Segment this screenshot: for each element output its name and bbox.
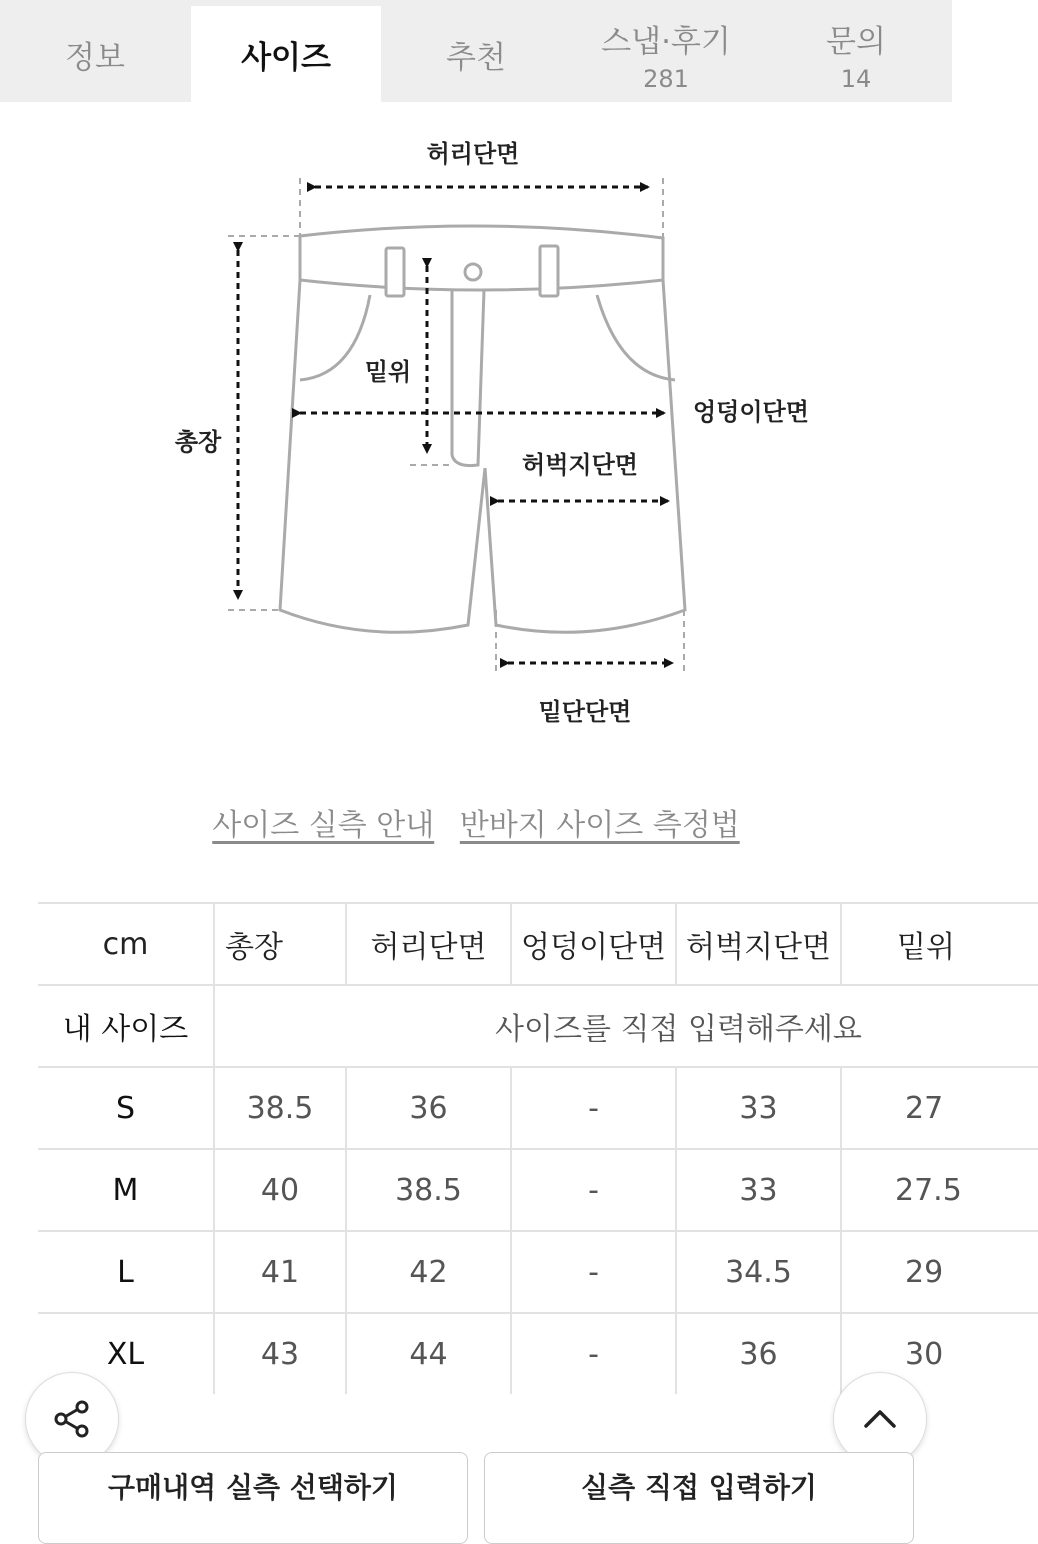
tab-bar	[0, 0, 952, 102]
tab-size[interactable]	[191, 6, 381, 102]
size-label: M	[38, 1149, 214, 1231]
size-label: XL	[38, 1313, 214, 1394]
header-length: 총장	[214, 903, 346, 985]
tab-recommend-label: 추천	[446, 39, 506, 76]
size-label: S	[38, 1067, 214, 1149]
share-icon	[50, 1397, 94, 1441]
header-unit: cm	[38, 903, 214, 985]
guide-lines	[228, 178, 684, 672]
cell-thigh: 36	[676, 1313, 841, 1394]
cell-rise: 27.5	[841, 1149, 1038, 1231]
measure-arrows	[238, 187, 672, 663]
tab-inquiry-label: 문의	[826, 23, 886, 60]
header-hip: 엉덩이단면	[511, 903, 676, 985]
header-rise: 밑위	[841, 903, 1038, 985]
my-size-row	[38, 985, 1038, 1067]
cell-thigh: 33	[676, 1067, 841, 1149]
shorts-outline	[280, 226, 685, 632]
tab-info-label: 정보	[65, 39, 125, 76]
label-thigh: 허벅지단면	[522, 451, 638, 479]
cell-hip: -	[511, 1313, 676, 1394]
cell-length: 38.5	[214, 1067, 346, 1149]
cell-waist: 42	[346, 1231, 511, 1313]
tab-snap-review-count: 281	[643, 64, 689, 93]
table-row	[38, 1067, 1038, 1149]
size-label: L	[38, 1231, 214, 1313]
tab-recommend[interactable]	[381, 6, 571, 102]
measurement-links	[0, 800, 952, 844]
tab-inquiry[interactable]	[761, 6, 951, 102]
size-table	[38, 902, 1038, 1394]
table-header-row	[38, 903, 1038, 985]
label-hem: 밑단단면	[538, 698, 632, 726]
cell-thigh: 33	[676, 1149, 841, 1231]
cell-waist: 44	[346, 1313, 511, 1394]
size-guide-link[interactable]: 사이즈 실측 안내	[212, 808, 435, 843]
cell-length: 40	[214, 1149, 346, 1231]
cell-rise: 30	[841, 1313, 1038, 1394]
table-row	[38, 1149, 1038, 1231]
label-rise: 밑위	[364, 358, 412, 386]
my-size-label: 내 사이즈	[38, 985, 214, 1067]
tab-snap-review[interactable]	[571, 6, 761, 102]
label-length: 총장	[174, 428, 222, 456]
cell-hip: -	[511, 1231, 676, 1313]
tab-info[interactable]	[0, 6, 190, 102]
cell-length: 41	[214, 1231, 346, 1313]
cell-hip: -	[511, 1149, 676, 1231]
shorts-measurement-diagram	[0, 102, 952, 762]
cell-hip: -	[511, 1067, 676, 1149]
cell-waist: 36	[346, 1067, 511, 1149]
my-size-input[interactable]: 사이즈를 직접 입력해주세요	[214, 985, 1038, 1067]
header-waist: 허리단면	[346, 903, 511, 985]
cell-waist: 38.5	[346, 1149, 511, 1231]
cell-thigh: 34.5	[676, 1231, 841, 1313]
purchase-history-measure-button[interactable]: 구매내역 실측 선택하기	[38, 1452, 468, 1544]
chevron-up-icon	[860, 1399, 900, 1439]
cell-length: 43	[214, 1313, 346, 1394]
cell-rise: 27	[841, 1067, 1038, 1149]
tab-snap-review-label: 스냅·후기	[601, 23, 731, 60]
shorts-measure-method-link[interactable]: 반바지 사이즈 측정법	[459, 808, 740, 843]
tab-size-label: 사이즈	[241, 39, 331, 76]
table-row	[38, 1231, 1038, 1313]
manual-measure-input-button[interactable]: 실측 직접 입력하기	[484, 1452, 914, 1544]
tab-inquiry-count: 14	[840, 64, 872, 93]
label-waist: 허리단면	[426, 140, 520, 168]
cell-rise: 29	[841, 1231, 1038, 1313]
header-thigh: 허벅지단면	[676, 903, 841, 985]
label-hip: 엉덩이단면	[693, 398, 809, 426]
